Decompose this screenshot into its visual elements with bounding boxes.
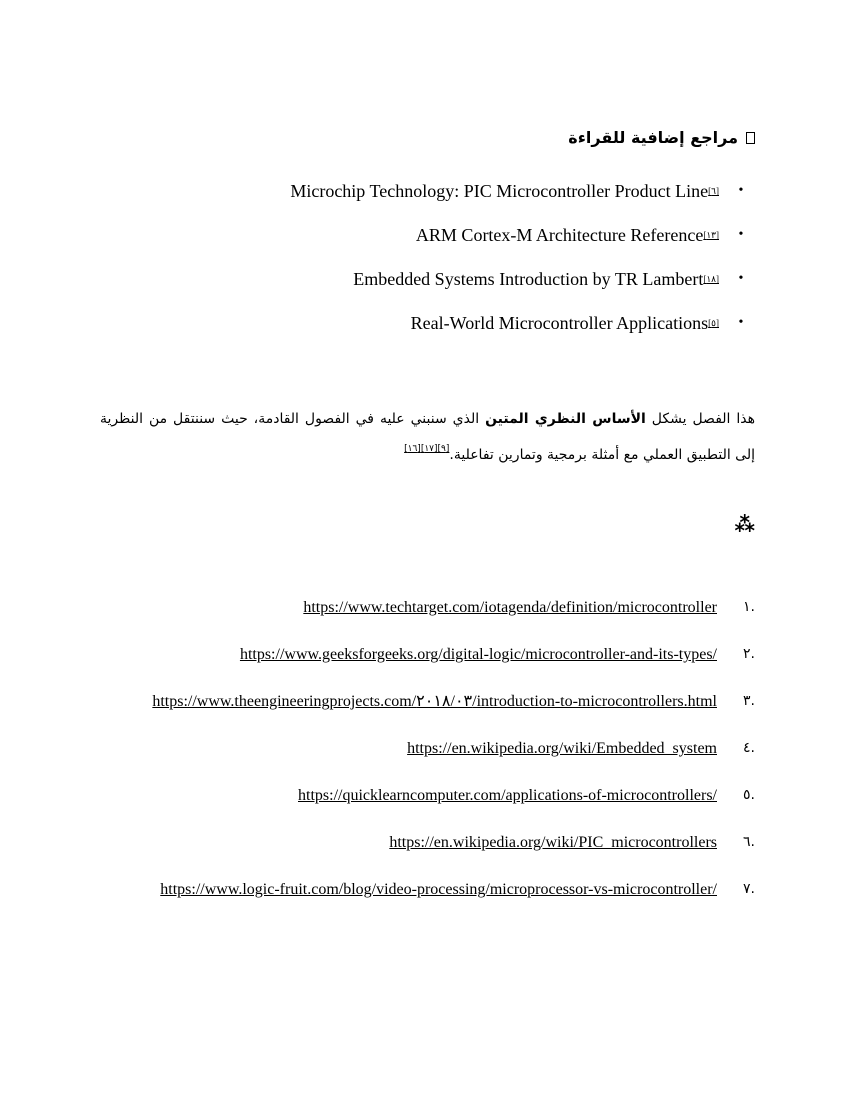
list-item (115, 176, 755, 220)
reference-number: ١. (743, 599, 755, 615)
reference-number: ٤. (743, 740, 755, 756)
footnote-link[interactable]: [١٣] (703, 230, 719, 240)
paragraph-emphasis: الأساس النظري المتين (485, 411, 646, 427)
footnote-link[interactable]: [٦] (708, 186, 719, 196)
bullet-icon: • (738, 315, 744, 330)
reading-item-text: ARM Cortex-M Architecture Reference (415, 225, 704, 245)
reading-item-text: Real-World Microcontroller Applications (410, 313, 709, 333)
reference-link[interactable]: https://www.logic-fruit.com/blog/video-processing/microprocessor-vs-microcontroller/ (160, 881, 717, 898)
list-item (135, 686, 755, 717)
list-item (115, 308, 755, 352)
reading-item-text: Embedded Systems Introduction by TR Lambert (353, 269, 704, 289)
references-list (135, 592, 755, 921)
bullet-icon: • (738, 227, 744, 242)
further-reading-list (115, 176, 755, 352)
reference-link[interactable]: https://www.techtarget.com/iotagenda/definition/microcontroller (303, 599, 717, 616)
footnote-link[interactable]: [١٧] (420, 444, 438, 454)
further-reading-heading (568, 128, 755, 147)
paragraph-text: هذا الفصل يشكل (645, 411, 756, 427)
list-item (135, 827, 755, 858)
list-item (135, 874, 755, 905)
reference-number: ٢. (743, 646, 755, 662)
reference-link[interactable]: https://en.wikipedia.org/wiki/PIC_microcontrollers (389, 834, 717, 851)
footnote-link[interactable]: [٩] (437, 444, 450, 454)
list-item (135, 733, 755, 764)
reference-number: ٥. (743, 787, 755, 803)
checkbox-glyph-icon (746, 132, 755, 144)
reference-link[interactable]: https://en.wikipedia.org/wiki/Embedded_system (407, 740, 717, 757)
footnote-link[interactable]: [١٨] (703, 274, 719, 284)
bullet-icon: • (738, 183, 744, 198)
summary-paragraph (100, 404, 755, 470)
reference-number: ٦. (743, 834, 755, 850)
section-separator: ⁂ (734, 512, 755, 536)
reference-link[interactable]: https://www.theengineeringprojects.com/٢٠١٨/٠٣/introduction-to-microcontrollers.html (152, 693, 717, 710)
reading-item-text: Microchip Technology: PIC Microcontroller Product Line (290, 181, 709, 201)
footnote-link[interactable]: [٥] (708, 318, 719, 328)
paragraph-text: الذي سنبني عليه في الفصول القادمة، حيث سننتقل من النظرية إلى التطبيق العملي مع أمثلة برمجية وتمارين تفاعلية. (100, 411, 755, 463)
list-item (115, 264, 755, 308)
reference-link[interactable]: https://quicklearncomputer.com/applications-of-microcontrollers/ (298, 787, 717, 804)
reference-number: ٧. (743, 881, 755, 897)
reference-number: ٣. (743, 693, 755, 709)
list-item (135, 639, 755, 670)
further-reading-title: مراجع إضافية للقراءة (568, 128, 738, 147)
reference-link[interactable]: https://www.geeksforgeeks.org/digital-logic/microcontroller-and-its-types/ (239, 646, 717, 663)
list-item (115, 220, 755, 264)
footnote-link[interactable]: [١٦] (404, 444, 421, 454)
list-item (135, 592, 755, 623)
bullet-icon: • (738, 271, 744, 286)
list-item (135, 780, 755, 811)
